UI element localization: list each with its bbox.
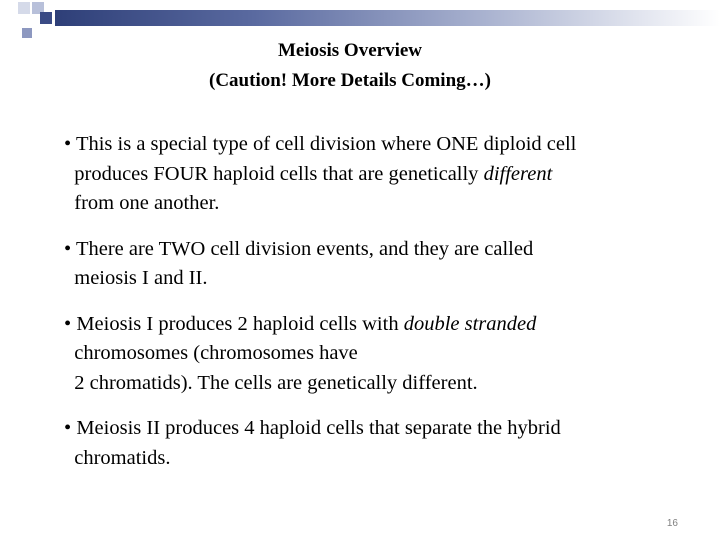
header-gradient-bar (55, 10, 720, 26)
slide-title (0, 36, 700, 96)
bullet-mark: • (64, 417, 72, 439)
bullet-text: 2 chromatids). The cells are genetically different. (74, 371, 478, 394)
bullet-mark: • (64, 237, 72, 260)
decor-square (4, 16, 16, 28)
bullet-line (64, 339, 676, 369)
bullet-item (56, 414, 676, 473)
emphasis-text: double stranded (403, 312, 537, 335)
decor-square (18, 16, 30, 28)
bullet-text: chromosomes (chromosomes have (74, 342, 358, 364)
bullet-line (64, 310, 676, 340)
emphasis-text: different (483, 162, 553, 185)
bullet-text: This is a special type of cell division where ONE diploid cell (75, 133, 577, 155)
bullet-line (64, 264, 676, 294)
bullet-item (56, 235, 676, 294)
bullet-line (64, 130, 676, 160)
header-decoration (0, 0, 720, 38)
bullet-line (64, 444, 676, 474)
bullet-text: from one another. (74, 192, 220, 214)
title-line: Meiosis Overview (277, 40, 423, 61)
bullet-line (64, 160, 676, 190)
bullet-text: produces FOUR haploid cells that are genetically (74, 162, 484, 185)
bullet-text: There are TWO cell division events, and they are called (75, 237, 534, 260)
title-line: (Caution! More Details Coming…) (209, 70, 491, 91)
bullet-text: Meiosis II produces 4 haploid cells that separate the hybrid (76, 417, 561, 439)
bullet-item (56, 310, 676, 399)
bullet-text: meiosis I and II. (74, 267, 208, 289)
bullet-list (56, 130, 676, 489)
decor-square (18, 2, 30, 14)
bullet-mark: • (64, 312, 72, 335)
bullet-line (64, 369, 676, 399)
decor-square (40, 12, 52, 24)
page-number: 16 (666, 518, 678, 529)
bullet-line (64, 414, 676, 444)
bullet-line (64, 235, 676, 265)
bullet-text: chromatids. (74, 446, 171, 469)
bullet-item (56, 130, 676, 219)
bullet-mark: • (64, 133, 72, 155)
bullet-line (64, 189, 676, 219)
bullet-text: Meiosis I produces 2 haploid cells with (76, 312, 404, 335)
